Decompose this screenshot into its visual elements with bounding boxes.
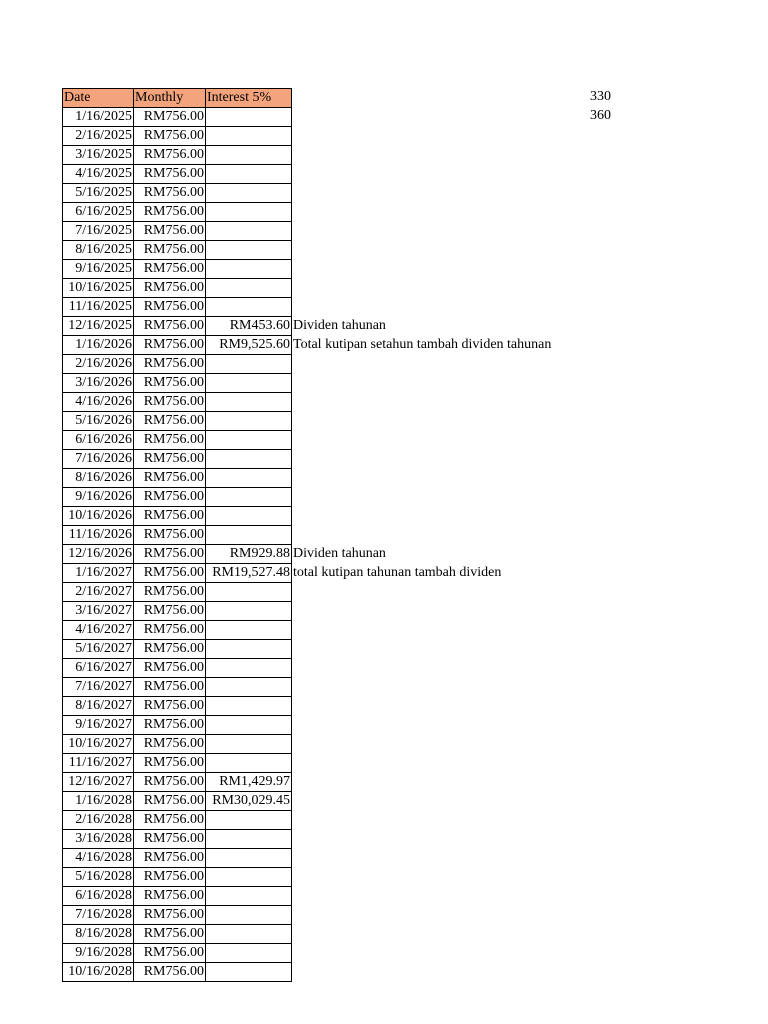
interest-cell[interactable] [206,659,292,678]
date-cell[interactable]: 6/16/2028 [63,887,134,906]
note-cell [292,659,553,678]
interest-cell[interactable] [206,260,292,279]
date-cell[interactable]: 9/16/2028 [63,944,134,963]
interest-cell[interactable] [206,222,292,241]
table-row [63,165,553,184]
interest-cell[interactable] [206,279,292,298]
note-cell [292,583,553,602]
date-cell[interactable]: 6/16/2027 [63,659,134,678]
table-row [63,488,553,507]
monthly-cell[interactable]: RM756.00 [134,222,206,241]
table-row [63,545,553,564]
monthly-cell[interactable]: RM756.00 [134,963,206,982]
date-cell[interactable]: 10/16/2027 [63,735,134,754]
table-row [63,184,553,203]
table-row [63,146,553,165]
monthly-cell[interactable]: RM756.00 [134,640,206,659]
table-row [63,830,553,849]
date-cell[interactable]: 6/16/2026 [63,431,134,450]
monthly-cell[interactable]: RM756.00 [134,526,206,545]
table-row [63,127,553,146]
table-row [63,640,553,659]
table-row [63,298,553,317]
date-cell[interactable]: 4/16/2027 [63,621,134,640]
note-cell [292,184,553,203]
monthly-cell[interactable]: RM756.00 [134,773,206,792]
table-row [63,811,553,830]
table-row [63,412,553,431]
interest-cell[interactable] [206,640,292,659]
interest-cell[interactable] [206,355,292,374]
table-row [63,906,553,925]
date-cell[interactable]: 12/16/2027 [63,773,134,792]
interest-cell[interactable] [206,298,292,317]
date-cell[interactable]: 2/16/2025 [63,127,134,146]
monthly-cell[interactable]: RM756.00 [134,374,206,393]
monthly-cell[interactable]: RM756.00 [134,469,206,488]
interest-cell[interactable] [206,127,292,146]
table-row [63,241,553,260]
monthly-cell[interactable]: RM756.00 [134,298,206,317]
table-row [63,716,553,735]
monthly-cell[interactable]: RM756.00 [134,944,206,963]
interest-cell[interactable] [206,925,292,944]
note-cell [292,735,553,754]
date-cell[interactable]: 1/16/2027 [63,564,134,583]
note-cell [292,146,553,165]
monthly-cell[interactable]: RM756.00 [134,203,206,222]
table-row [63,507,553,526]
interest-cell[interactable] [206,849,292,868]
monthly-cell[interactable]: RM756.00 [134,317,206,336]
monthly-cell[interactable]: RM756.00 [134,583,206,602]
date-cell[interactable]: 10/16/2025 [63,279,134,298]
monthly-cell[interactable]: RM756.00 [134,184,206,203]
date-cell[interactable]: 4/16/2025 [63,165,134,184]
note-cell [292,678,553,697]
note-cell [292,203,553,222]
interest-cell[interactable] [206,697,292,716]
interest-cell[interactable] [206,583,292,602]
interest-cell[interactable] [206,108,292,127]
monthly-cell[interactable]: RM756.00 [134,146,206,165]
date-cell[interactable]: 1/16/2025 [63,108,134,127]
interest-cell[interactable]: RM1,429.97 [206,773,292,792]
interest-cell[interactable] [206,621,292,640]
interest-cell[interactable] [206,507,292,526]
table-row [63,526,553,545]
note-cell [292,526,553,545]
table-row [63,583,553,602]
date-cell[interactable]: 5/16/2027 [63,640,134,659]
monthly-cell[interactable]: RM756.00 [134,678,206,697]
note-cell [292,963,553,982]
table-row [63,963,553,982]
date-cell[interactable]: 7/16/2025 [63,222,134,241]
interest-cell[interactable] [206,412,292,431]
date-cell[interactable]: 8/16/2027 [63,697,134,716]
monthly-cell[interactable]: RM756.00 [134,849,206,868]
date-cell[interactable]: 3/16/2027 [63,602,134,621]
note-cell [292,374,553,393]
interest-cell[interactable]: RM9,525.60 [206,336,292,355]
note-cell [292,792,553,811]
table-row [63,773,553,792]
date-cell[interactable]: 12/16/2025 [63,317,134,336]
note-cell [292,887,553,906]
date-cell[interactable]: 2/16/2028 [63,811,134,830]
interest-cell[interactable]: RM453.60 [206,317,292,336]
note-cell [292,431,553,450]
date-cell[interactable]: 3/16/2028 [63,830,134,849]
monthly-cell[interactable]: RM756.00 [134,165,206,184]
monthly-cell[interactable]: RM756.00 [134,127,206,146]
note-cell: Dividen tahunan [293,318,386,333]
monthly-cell[interactable]: RM756.00 [134,355,206,374]
date-cell[interactable]: 6/16/2025 [63,203,134,222]
note-cell [292,412,553,431]
interest-cell[interactable] [206,165,292,184]
interest-cell[interactable] [206,374,292,393]
note-cell [292,621,553,640]
header-date[interactable]: Date [63,89,134,108]
date-cell[interactable]: 11/16/2026 [63,526,134,545]
interest-cell[interactable] [206,887,292,906]
side-value-2[interactable]: 360 [590,107,611,123]
date-cell[interactable]: 1/16/2026 [63,336,134,355]
table-row [63,564,553,583]
date-cell[interactable]: 5/16/2026 [63,412,134,431]
table-row [63,887,553,906]
monthly-cell[interactable]: RM756.00 [134,792,206,811]
date-cell[interactable]: 12/16/2026 [63,545,134,564]
monthly-cell[interactable]: RM756.00 [134,507,206,526]
note-cell [292,260,553,279]
note-cell [292,298,553,317]
table-row [63,393,553,412]
table-row [63,108,553,127]
header-note [292,89,553,108]
date-cell[interactable]: 3/16/2025 [63,146,134,165]
note-cell [292,849,553,868]
monthly-cell[interactable]: RM756.00 [134,887,206,906]
table-row [63,868,553,887]
monthly-cell[interactable]: RM756.00 [134,906,206,925]
monthly-cell[interactable]: RM756.00 [134,925,206,944]
monthly-cell[interactable]: RM756.00 [134,393,206,412]
table-row [63,431,553,450]
date-cell[interactable]: 7/16/2026 [63,450,134,469]
date-cell[interactable]: 10/16/2026 [63,507,134,526]
table-row [63,944,553,963]
table-row [63,279,553,298]
note-cell [292,773,553,792]
monthly-cell[interactable]: RM756.00 [134,735,206,754]
monthly-cell[interactable]: RM756.00 [134,564,206,583]
interest-cell[interactable] [206,488,292,507]
interest-cell[interactable] [206,203,292,222]
monthly-cell[interactable]: RM756.00 [134,754,206,773]
note-cell [292,393,553,412]
monthly-cell[interactable]: RM756.00 [134,830,206,849]
note-cell [292,906,553,925]
date-cell[interactable]: 5/16/2028 [63,868,134,887]
note-cell [292,944,553,963]
date-cell[interactable]: 4/16/2026 [63,393,134,412]
table-row [63,336,553,355]
interest-cell[interactable] [206,184,292,203]
table-row [63,621,553,640]
date-cell[interactable]: 11/16/2027 [63,754,134,773]
note-cell: Dividen tahunan [293,546,386,561]
table-row [63,469,553,488]
note-cell [292,279,553,298]
table-row [63,925,553,944]
monthly-cell[interactable]: RM756.00 [134,450,206,469]
note-cell [292,830,553,849]
monthly-cell[interactable]: RM756.00 [134,697,206,716]
monthly-cell[interactable]: RM756.00 [134,811,206,830]
table-row [63,317,553,336]
table-row [63,754,553,773]
interest-cell[interactable] [206,735,292,754]
table-row [63,450,553,469]
date-cell[interactable]: 7/16/2027 [63,678,134,697]
date-cell[interactable]: 9/16/2027 [63,716,134,735]
table-row [63,849,553,868]
monthly-cell[interactable]: RM756.00 [134,241,206,260]
date-cell[interactable]: 11/16/2025 [63,298,134,317]
monthly-cell[interactable]: RM756.00 [134,621,206,640]
interest-cell[interactable]: RM929.88 [206,545,292,564]
table-row [63,792,553,811]
interest-cell[interactable] [206,602,292,621]
interest-cell[interactable] [206,678,292,697]
interest-cell[interactable]: RM30,029.45 [206,792,292,811]
header-monthly[interactable]: Monthly [134,89,206,108]
note-cell [292,602,553,621]
note-cell [292,716,553,735]
interest-cell[interactable] [206,146,292,165]
date-cell[interactable]: 9/16/2026 [63,488,134,507]
table-row [63,374,553,393]
table-row [63,260,553,279]
date-cell[interactable]: 8/16/2028 [63,925,134,944]
note-cell [292,469,553,488]
header-row [63,89,553,108]
spreadsheet-table [62,88,553,982]
date-cell[interactable]: 2/16/2026 [63,355,134,374]
date-cell[interactable]: 8/16/2025 [63,241,134,260]
date-cell[interactable]: 7/16/2028 [63,906,134,925]
interest-cell[interactable] [206,393,292,412]
table-row [63,735,553,754]
note-cell [292,754,553,773]
note-cell [292,868,553,887]
note-cell [292,640,553,659]
note-cell [292,355,553,374]
monthly-cell[interactable]: RM756.00 [134,108,206,127]
interest-cell[interactable] [206,906,292,925]
interest-cell[interactable] [206,716,292,735]
monthly-cell[interactable]: RM756.00 [134,260,206,279]
interest-cell[interactable]: RM19,527.48 [206,564,292,583]
table-row [63,222,553,241]
table-row [63,602,553,621]
table-row [63,678,553,697]
monthly-cell[interactable]: RM756.00 [134,412,206,431]
note-cell [292,108,553,127]
note-cell: Total kutipan setahun tambah dividen tahunan [293,337,552,352]
note-cell [292,450,553,469]
interest-cell[interactable] [206,868,292,887]
note-cell [292,488,553,507]
interest-cell[interactable] [206,526,292,545]
note-cell [292,222,553,241]
note-cell [292,697,553,716]
date-cell[interactable]: 5/16/2025 [63,184,134,203]
header-interest[interactable]: Interest 5% [206,89,292,108]
monthly-cell[interactable]: RM756.00 [134,868,206,887]
interest-cell[interactable] [206,830,292,849]
date-cell[interactable]: 3/16/2026 [63,374,134,393]
table-row [63,203,553,222]
note-cell: total kutipan tahunan tambah dividen [293,565,502,580]
date-cell[interactable]: 1/16/2028 [63,792,134,811]
note-cell [292,241,553,260]
interest-cell[interactable] [206,241,292,260]
interest-cell[interactable] [206,963,292,982]
interest-cell[interactable] [206,469,292,488]
note-cell [292,127,553,146]
monthly-cell[interactable]: RM756.00 [134,545,206,564]
table-row [63,355,553,374]
note-cell [292,507,553,526]
interest-cell[interactable] [206,431,292,450]
spreadsheet-body [63,89,553,982]
note-cell [292,165,553,184]
monthly-cell[interactable]: RM756.00 [134,488,206,507]
monthly-cell[interactable]: RM756.00 [134,716,206,735]
monthly-cell[interactable]: RM756.00 [134,602,206,621]
side-value-1[interactable]: 330 [590,89,611,104]
date-cell[interactable]: 10/16/2028 [63,963,134,982]
monthly-cell[interactable]: RM756.00 [134,279,206,298]
interest-cell[interactable] [206,944,292,963]
note-cell [292,811,553,830]
monthly-cell[interactable]: RM756.00 [134,431,206,450]
date-cell[interactable]: 2/16/2027 [63,583,134,602]
monthly-cell[interactable]: RM756.00 [134,659,206,678]
table-row [63,659,553,678]
interest-cell[interactable] [206,811,292,830]
date-cell[interactable]: 8/16/2026 [63,469,134,488]
monthly-cell[interactable]: RM756.00 [134,336,206,355]
table-row [63,697,553,716]
date-cell[interactable]: 4/16/2028 [63,849,134,868]
note-cell [292,925,553,944]
date-cell[interactable]: 9/16/2025 [63,260,134,279]
interest-cell[interactable] [206,450,292,469]
interest-cell[interactable] [206,754,292,773]
